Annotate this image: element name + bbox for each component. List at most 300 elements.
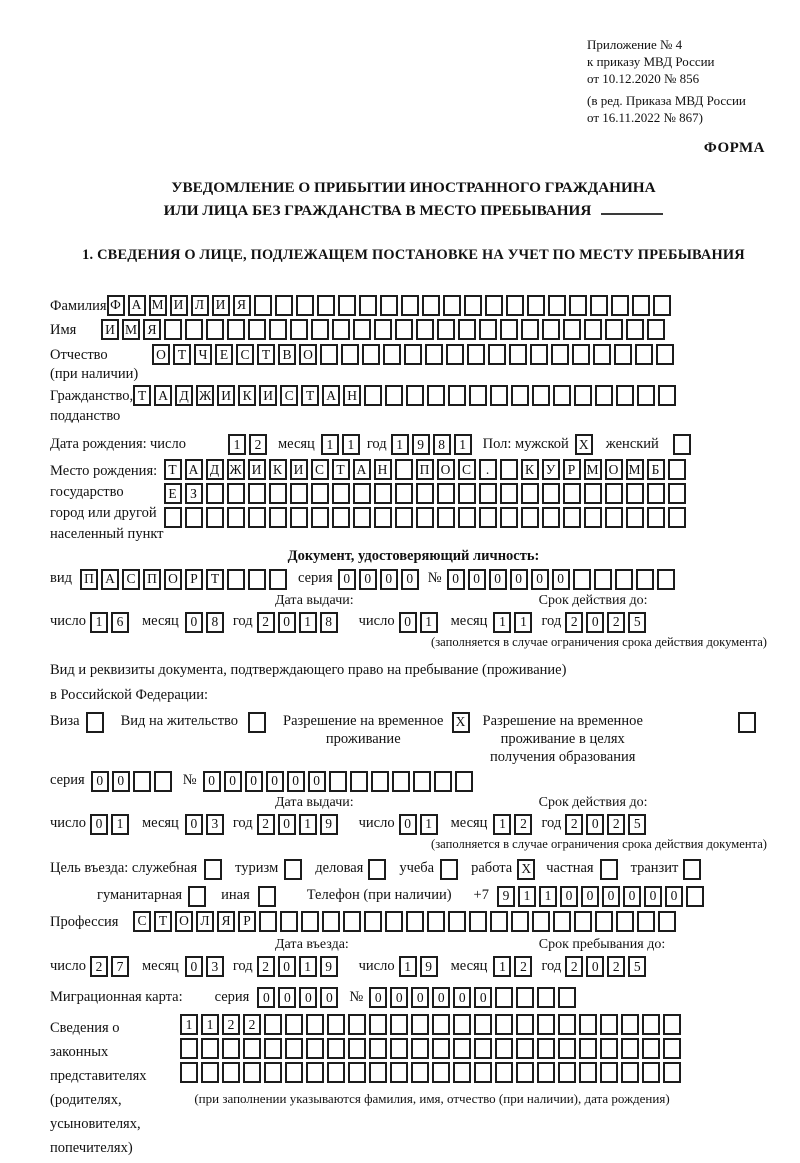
char-box-filled: А (322, 385, 340, 406)
char-box-empty (479, 507, 497, 528)
birth-place-block (50, 459, 777, 545)
char-box-filled: 0 (91, 771, 109, 792)
char-box-empty (437, 483, 455, 504)
char-box-empty (626, 483, 644, 504)
char-box-empty (574, 385, 592, 406)
char-box-filled: 0 (90, 814, 108, 835)
char-box-filled: 0 (447, 569, 465, 590)
char-box-empty (411, 1062, 429, 1083)
char-box-empty (647, 319, 665, 340)
purpose-other-checkbox (258, 886, 279, 907)
char-box-empty (686, 886, 704, 907)
char-box-empty (395, 507, 413, 528)
char-box-empty (348, 1014, 366, 1035)
char-box-filled: П (416, 459, 434, 480)
char-box-filled: М (122, 319, 140, 340)
char-box-filled: 0 (581, 886, 599, 907)
char-box-empty (593, 344, 611, 365)
char-box-empty (637, 911, 655, 932)
char-box-filled: 8 (433, 434, 451, 455)
char-box-empty (500, 483, 518, 504)
char-box-empty (248, 569, 266, 590)
char-box-filled: 0 (390, 987, 408, 1008)
char-box-filled: 0 (468, 569, 486, 590)
purpose-work-checkbox (517, 859, 538, 880)
profession-boxes (133, 911, 679, 932)
char-box-empty (458, 483, 476, 504)
char-box-empty (537, 1038, 555, 1059)
char-box-filled: 2 (607, 612, 625, 633)
char-box-filled: Т (206, 569, 224, 590)
representatives-note: (при заполнении указываются фамилия, имя, отчество (при наличии), дата рождения) (194, 1090, 670, 1106)
representatives-label: Сведения о законных представителях (родителях, усыновителях, попечителях) (50, 1019, 147, 1156)
section1-heading: 1. СВЕДЕНИЯ О ЛИЦЕ, ПОДЛЕЖАЩЕМ ПОСТАНОВКЕ НА УЧЕТ ПО МЕСТУ ПРЕБЫВАНИЯ (82, 247, 745, 264)
birth-month-label: месяц (277, 435, 315, 452)
char-box-filled: 3 (206, 814, 224, 835)
char-box-empty (416, 483, 434, 504)
char-box-empty (621, 1038, 639, 1059)
char-box-filled: 2 (565, 612, 583, 633)
char-box-empty (338, 295, 356, 316)
char-box-empty (621, 1014, 639, 1035)
annex-header (587, 36, 777, 126)
char-box-empty (385, 911, 403, 932)
char-box-filled: М (626, 459, 644, 480)
char-box-empty (353, 483, 371, 504)
char-box-empty (180, 1038, 198, 1059)
char-box-empty (600, 859, 618, 880)
entry-dates-row (50, 956, 777, 977)
char-box-empty (406, 385, 424, 406)
birth-place-label: Место рождения: государство город или другой населенный пункт (50, 463, 164, 543)
char-box-empty (380, 295, 398, 316)
char-box-empty (285, 1014, 303, 1035)
char-box-filled: К (238, 385, 256, 406)
char-box-filled: 0 (510, 569, 528, 590)
purpose-study-checkbox (440, 859, 461, 880)
annex-line: Приложение № 4 (587, 37, 683, 52)
char-box-empty (269, 569, 287, 590)
doc-type-boxes (80, 569, 290, 590)
char-box-filled: 1 (518, 886, 536, 907)
char-box-empty (227, 319, 245, 340)
issue-month-boxes (185, 612, 227, 633)
birth-place-row3 (164, 507, 689, 528)
char-box-empty (488, 344, 506, 365)
char-box-filled: 1 (321, 434, 339, 455)
char-box-filled: 0 (586, 956, 604, 977)
char-box-empty (600, 1014, 618, 1035)
char-box-empty (584, 319, 602, 340)
char-box-empty (395, 483, 413, 504)
char-box-empty (563, 507, 581, 528)
char-box-filled: 0 (185, 612, 203, 633)
char-box-empty (269, 507, 287, 528)
phone-label: Телефон (при наличии) (306, 887, 452, 904)
char-box-empty (542, 319, 560, 340)
char-box-filled: 1 (493, 612, 511, 633)
issue-year-label: год (232, 613, 253, 630)
given-name-label: Имя (50, 322, 77, 339)
char-box-empty (511, 911, 529, 932)
residence-issue-month-label: месяц (141, 815, 179, 832)
surname-boxes (107, 295, 674, 316)
char-box-empty (616, 385, 634, 406)
char-box-empty (374, 483, 392, 504)
char-box-empty (490, 385, 508, 406)
char-box-filled: 0 (338, 569, 356, 590)
char-box-filled: 1 (514, 612, 532, 633)
issue-day-boxes (90, 612, 132, 633)
char-box-empty (395, 319, 413, 340)
char-box-filled: 2 (243, 1014, 261, 1035)
doc-number-label: № (427, 570, 442, 587)
char-box-empty (558, 1014, 576, 1035)
purpose-other-label: иная (221, 887, 250, 904)
char-box-empty (469, 385, 487, 406)
form-word: ФОРМА (703, 140, 765, 156)
migration-series-label: серия (214, 988, 250, 1005)
char-box-filled: А (101, 569, 119, 590)
char-box-empty (595, 385, 613, 406)
edu-residence-permit-checkbox (738, 712, 759, 733)
char-box-empty (427, 385, 445, 406)
char-box-filled: 0 (203, 771, 221, 792)
char-box-filled: С (458, 459, 476, 480)
char-box-filled: Т (154, 911, 172, 932)
char-box-empty (663, 1038, 681, 1059)
char-box-filled: Б (647, 459, 665, 480)
char-box-filled: 0 (257, 987, 275, 1008)
doc-number-boxes (447, 569, 678, 590)
birth-place-row1 (164, 459, 689, 480)
char-box-empty (673, 434, 691, 455)
char-box-empty (432, 1038, 450, 1059)
char-box-filled: Д (175, 385, 193, 406)
char-box-filled: 0 (278, 814, 296, 835)
identity-doc-date-titles (50, 592, 777, 611)
char-box-empty (437, 319, 455, 340)
char-box-empty (532, 911, 550, 932)
char-box-filled: 0 (432, 987, 450, 1008)
residence-issue-year-label: год (232, 815, 253, 832)
char-box-filled: И (290, 459, 308, 480)
char-box-filled: С (236, 344, 254, 365)
char-box-empty (453, 1014, 471, 1035)
representatives-row2 (180, 1038, 684, 1059)
purpose-private-label: частная (546, 860, 594, 877)
char-box-empty (180, 1062, 198, 1083)
char-box-empty (243, 1038, 261, 1059)
char-box-filled: 0 (224, 771, 242, 792)
char-box-empty (243, 1062, 261, 1083)
char-box-filled: 0 (380, 569, 398, 590)
char-box-empty (385, 385, 403, 406)
char-box-filled: 0 (411, 987, 429, 1008)
char-box-empty (595, 911, 613, 932)
char-box-filled: . (479, 459, 497, 480)
char-box-filled: Т (257, 344, 275, 365)
purpose-tourism-label: туризм (235, 860, 279, 877)
char-box-filled: 2 (565, 814, 583, 835)
char-box-empty (558, 1062, 576, 1083)
char-box-filled: 9 (497, 886, 515, 907)
char-box-filled: К (521, 459, 539, 480)
char-box-filled: 0 (278, 612, 296, 633)
gender-female-checkbox (673, 434, 694, 455)
residence-doc-intro1: Вид и реквизиты документа, подтверждающего право на пребывание (проживание) (50, 661, 567, 678)
temp-residence-permit-checkbox (452, 712, 473, 733)
char-box-filled: С (122, 569, 140, 590)
char-box-empty (348, 1038, 366, 1059)
char-box-empty (185, 507, 203, 528)
char-box-filled: П (143, 569, 161, 590)
char-box-filled: 1 (299, 814, 317, 835)
char-box-empty (222, 1062, 240, 1083)
residence-series-label: серия (50, 772, 85, 789)
stay-year-boxes (565, 956, 649, 977)
char-box-filled: Р (185, 569, 203, 590)
residence-permit-checkbox (248, 712, 269, 733)
purpose-transit-checkbox (683, 859, 704, 880)
birth-year-label: год (366, 435, 387, 452)
char-box-filled: 2 (222, 1014, 240, 1035)
char-box-empty (509, 344, 527, 365)
char-box-empty (537, 1014, 555, 1035)
char-box-filled: 1 (420, 612, 438, 633)
char-box-filled: А (128, 295, 146, 316)
birth-day-boxes (228, 434, 270, 455)
char-box-empty (350, 771, 368, 792)
char-box-empty (506, 295, 524, 316)
char-box-filled: 0 (278, 987, 296, 1008)
doc-type-label: вид (50, 570, 72, 587)
char-box-empty (616, 911, 634, 932)
migration-series-boxes (257, 987, 341, 1008)
char-box-empty (558, 1038, 576, 1059)
char-box-empty (411, 1014, 429, 1035)
char-box-empty (311, 507, 329, 528)
residence-expiry-day-label: число (358, 815, 395, 832)
char-box-filled: 1 (299, 956, 317, 977)
char-box-empty (443, 295, 461, 316)
char-box-empty (275, 295, 293, 316)
char-box-empty (259, 911, 277, 932)
identity-doc-heading: Документ, удостоверяющий личность: (287, 548, 540, 565)
char-box-filled: 2 (514, 956, 532, 977)
char-box-empty (446, 344, 464, 365)
expiry-day-boxes (399, 612, 441, 633)
char-box-filled: X (452, 712, 470, 733)
char-box-empty (600, 1038, 618, 1059)
char-box-filled: 1 (539, 886, 557, 907)
birth-place-boxrows (164, 459, 689, 528)
stay-month-label: месяц (450, 957, 488, 974)
char-box-filled: С (311, 459, 329, 480)
char-box-empty (490, 911, 508, 932)
entry-day-boxes (90, 956, 132, 977)
char-box-empty (464, 295, 482, 316)
issue-year-boxes (257, 612, 341, 633)
char-box-empty (359, 295, 377, 316)
char-box-empty (579, 1038, 597, 1059)
char-box-filled: 3 (206, 956, 224, 977)
char-box-filled: 6 (111, 612, 129, 633)
char-box-empty (448, 911, 466, 932)
char-box-empty (516, 987, 534, 1008)
char-box-filled: 8 (320, 612, 338, 633)
entry-month-label: месяц (141, 957, 179, 974)
char-box-empty (285, 1062, 303, 1083)
char-box-filled: Т (332, 459, 350, 480)
char-box-empty (642, 1014, 660, 1035)
char-box-filled: Ж (196, 385, 214, 406)
char-box-filled: 8 (206, 612, 224, 633)
char-box-filled: Е (164, 483, 182, 504)
char-box-filled: Н (343, 385, 361, 406)
representatives-row3 (180, 1062, 684, 1083)
char-box-empty (285, 1038, 303, 1059)
char-box-filled: И (101, 319, 119, 340)
stay-until-title: Срок пребывания до: (538, 937, 666, 953)
char-box-empty (636, 569, 654, 590)
char-box-empty (474, 1062, 492, 1083)
char-box-empty (322, 911, 340, 932)
char-box-filled: 0 (586, 612, 604, 633)
char-box-filled: А (353, 459, 371, 480)
char-box-empty (647, 483, 665, 504)
residence-issue-year-boxes (257, 814, 341, 835)
char-box-filled: 1 (342, 434, 360, 455)
char-box-filled: 0 (320, 987, 338, 1008)
char-box-empty (632, 295, 650, 316)
entry-day-label: число (50, 957, 86, 974)
char-box-filled: 0 (359, 569, 377, 590)
purpose-commercial-label: деловая (315, 860, 364, 877)
char-box-empty (364, 385, 382, 406)
temp-residence-permit-label: Разрешение на временное проживание (283, 712, 444, 747)
char-box-filled: О (437, 459, 455, 480)
char-box-filled: 1 (90, 612, 108, 633)
char-box-empty (553, 385, 571, 406)
purpose-row (50, 859, 777, 880)
profession-row (50, 911, 777, 933)
residence-doc-dates-row (50, 814, 777, 835)
char-box-empty (392, 771, 410, 792)
char-box-filled: Д (206, 459, 224, 480)
char-box-filled: 9 (320, 956, 338, 977)
char-box-filled: Р (563, 459, 581, 480)
residence-doc-note: (заполняется в случае ограничения срока действия документа) (431, 836, 767, 851)
char-box-empty (332, 483, 350, 504)
char-box-empty (320, 344, 338, 365)
char-box-empty (635, 344, 653, 365)
char-box-filled: И (170, 295, 188, 316)
char-box-filled: С (280, 385, 298, 406)
residence-issue-day-label: число (50, 815, 86, 832)
char-box-empty (374, 507, 392, 528)
char-box-empty (222, 1038, 240, 1059)
char-box-empty (413, 771, 431, 792)
char-box-empty (657, 569, 675, 590)
birth-date-row (50, 434, 777, 455)
purpose-transit-label: транзит (630, 860, 679, 877)
char-box-empty (658, 911, 676, 932)
char-box-empty (227, 507, 245, 528)
char-box-empty (258, 886, 276, 907)
char-box-empty (383, 344, 401, 365)
char-box-filled: 0 (185, 956, 203, 977)
profession-label: Профессия (50, 913, 119, 930)
char-box-filled: Т (133, 385, 151, 406)
char-box-empty (626, 507, 644, 528)
char-box-filled: 0 (586, 814, 604, 835)
residence-issue-day-boxes (90, 814, 132, 835)
char-box-filled: 2 (607, 814, 625, 835)
char-box-empty (269, 483, 287, 504)
char-box-empty (458, 507, 476, 528)
char-box-empty (290, 483, 308, 504)
char-box-filled: 9 (420, 956, 438, 977)
char-box-empty (290, 319, 308, 340)
residence-issue-title: Дата выдачи: (275, 794, 354, 810)
residence-series-boxes (91, 771, 175, 792)
char-box-filled: X (575, 434, 593, 455)
char-box-empty (621, 1062, 639, 1083)
issue-day-label: число (50, 613, 86, 630)
phone-prefix: +7 (473, 887, 489, 904)
char-box-empty (467, 344, 485, 365)
char-box-empty (469, 911, 487, 932)
char-box-empty (551, 344, 569, 365)
char-box-empty (227, 483, 245, 504)
char-box-empty (495, 1038, 513, 1059)
char-box-filled: П (80, 569, 98, 590)
char-box-empty (154, 771, 172, 792)
doc-series-label: серия (298, 570, 333, 587)
representatives-row1 (180, 1014, 684, 1035)
expiry-year-label: год (541, 613, 562, 630)
char-box-empty (637, 385, 655, 406)
char-box-filled: И (212, 295, 230, 316)
char-box-empty (353, 319, 371, 340)
char-box-empty (306, 1062, 324, 1083)
visa-label: Виза (50, 712, 80, 729)
char-box-filled: 2 (249, 434, 267, 455)
char-box-filled: 2 (90, 956, 108, 977)
char-box-empty (521, 483, 539, 504)
char-box-filled: Ф (107, 295, 125, 316)
char-box-empty (416, 507, 434, 528)
char-box-empty (368, 859, 386, 880)
given-name-row (50, 319, 777, 341)
char-box-filled: 2 (257, 612, 275, 633)
char-box-filled: О (164, 569, 182, 590)
char-box-filled: О (175, 911, 193, 932)
migration-card-label: Миграционная карта: (50, 988, 183, 1005)
char-box-empty (474, 1014, 492, 1035)
char-box-filled: 0 (266, 771, 284, 792)
char-box-empty (448, 385, 466, 406)
char-box-empty (542, 483, 560, 504)
char-box-filled: О (605, 459, 623, 480)
char-box-filled: 9 (320, 814, 338, 835)
char-box-filled: Ж (227, 459, 245, 480)
char-box-empty (369, 1038, 387, 1059)
char-box-empty (485, 295, 503, 316)
char-box-filled: 0 (112, 771, 130, 792)
char-box-filled: 0 (602, 886, 620, 907)
